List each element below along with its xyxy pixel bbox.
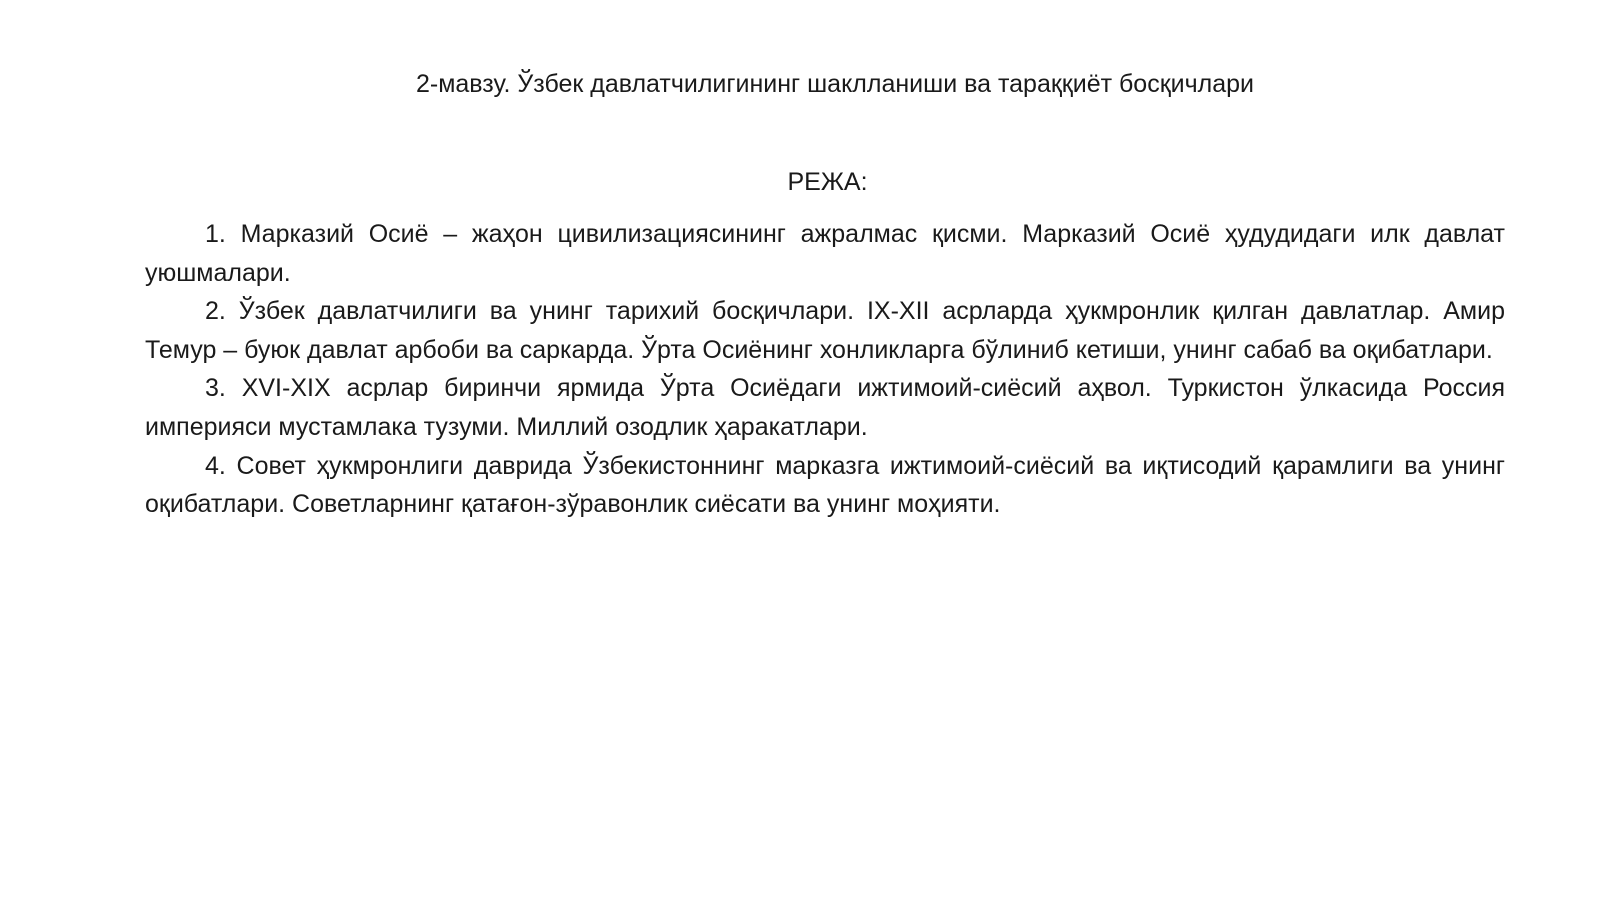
plan-item-1: 1. Марказий Осиё – жаҳон цивилизациясининг ажралмас қисми. Марказий Осиё ҳудудидаги илк давлат уюшмалари.: [145, 220, 1505, 287]
plan-item-2: 2. Ўзбек давлатчилиги ва унинг тарихий босқичлари. IX-XII асрларда ҳукмронлик қилган давлатлар. Амир Темур – буюк давлат арбоби ва саркарда. Ўрта Осиёнинг хонликларга бўлиниб кетиши, унинг сабаб ва оқибатлари.: [145, 297, 1505, 364]
plan-list: [145, 215, 1505, 524]
page-title: 2-мавзу. Ўзбек давлатчилигининг шаклланиши ва тараққиёт босқичлари: [415, 70, 1254, 98]
plan-heading: РЕЖА:: [787, 168, 868, 196]
plan-item-3: 3. XVI-XIX асрлар биринчи ярмида Ўрта Осиёдаги ижтимоий-сиёсий аҳвол. Туркистон ўлкасида Россия империяси мустамлака тузуми. Миллий озодлик ҳаракатлари.: [145, 374, 1505, 441]
plan-item-4: 4. Совет ҳукмронлиги даврида Ўзбекистоннинг марказга ижтимоий-сиёсий ва иқтисодий қарамлиги ва унинг оқибатлари. Советларнинг қатағон-зўравонлик сиёсати ва унинг моҳияти.: [145, 451, 1505, 519]
